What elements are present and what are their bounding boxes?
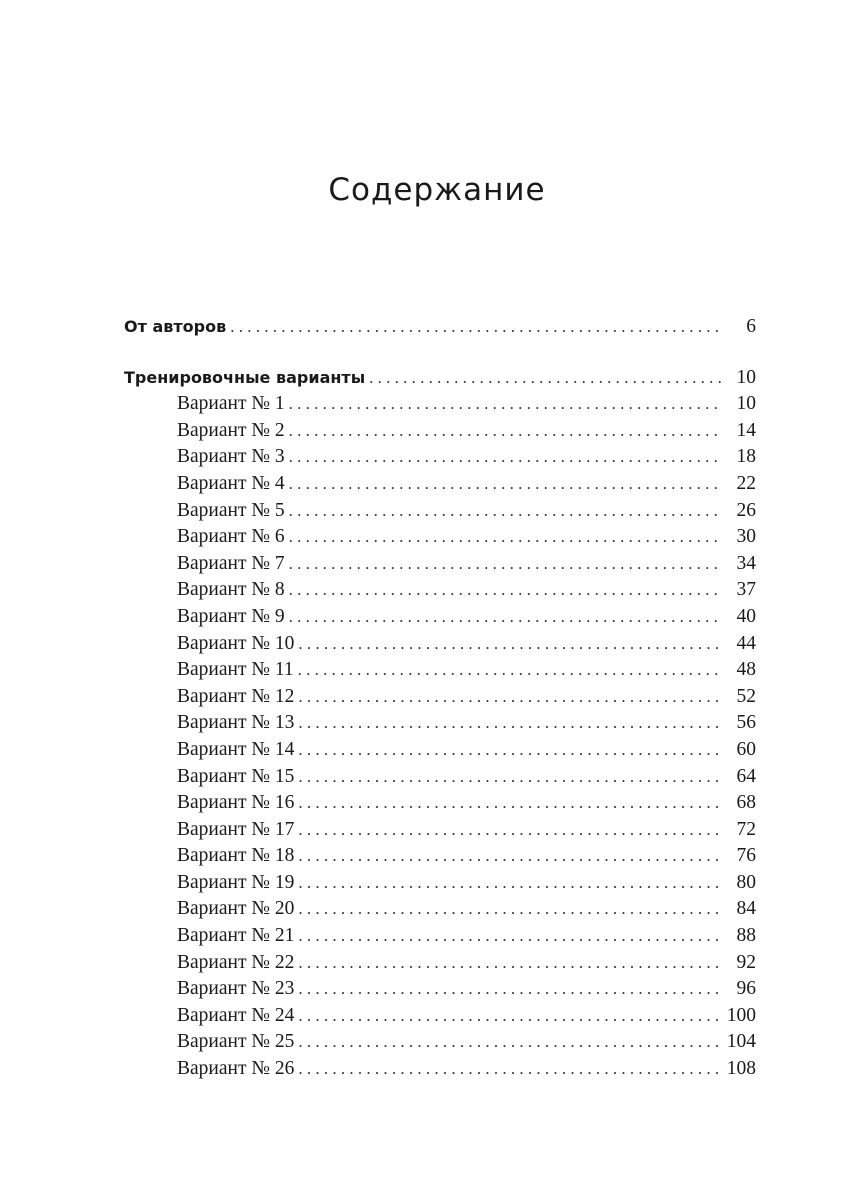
- toc-entry-variant[interactable]: [124, 551, 756, 578]
- toc-entry-label: Вариант № 25: [177, 1031, 295, 1053]
- dot-leader: [298, 657, 722, 684]
- toc-page-number: 26: [736, 499, 756, 521]
- toc-entry-label: Вариант № 7: [177, 552, 285, 574]
- dot-leader: [298, 976, 722, 1003]
- toc-page-number: 48: [736, 659, 756, 681]
- dot-leader: [298, 843, 722, 870]
- dot-leader: [289, 551, 722, 578]
- toc-entry-variant[interactable]: [124, 418, 756, 445]
- toc-page-number: 56: [736, 712, 756, 734]
- dot-leader: [298, 870, 722, 897]
- toc-page-number: 68: [736, 792, 756, 814]
- section-gap: [124, 341, 756, 365]
- toc-entry-label: Вариант № 23: [177, 978, 295, 1000]
- toc-page-number: 88: [736, 925, 756, 947]
- toc-page-number: 37: [736, 579, 756, 601]
- table-of-contents: [124, 314, 756, 1083]
- toc-page-number: 10: [736, 393, 756, 415]
- toc-page-number: 44: [736, 632, 756, 654]
- toc-page-number: 76: [736, 845, 756, 867]
- toc-page-number: 34: [736, 552, 756, 574]
- toc-page-number: 52: [736, 685, 756, 707]
- toc-entry-label: Вариант № 17: [177, 818, 295, 840]
- toc-entry-label: Вариант № 14: [177, 738, 295, 760]
- toc-entry-variant[interactable]: [124, 1029, 756, 1056]
- toc-page-number: 18: [736, 446, 756, 468]
- toc-entry-variant[interactable]: [124, 896, 756, 923]
- toc-page-number: 40: [736, 605, 756, 627]
- dot-leader: [289, 498, 722, 525]
- toc-entry-variant[interactable]: [124, 923, 756, 950]
- dot-leader: [289, 604, 722, 631]
- toc-entry-variant[interactable]: [124, 444, 756, 471]
- dot-leader: [298, 1056, 720, 1083]
- toc-entry-label: Вариант № 5: [177, 499, 285, 521]
- toc-entry-variant[interactable]: [124, 684, 756, 711]
- dot-leader: [369, 365, 722, 392]
- toc-entry-label: Вариант № 12: [177, 685, 295, 707]
- dot-leader: [298, 950, 722, 977]
- toc-entry-label: Вариант № 6: [177, 526, 285, 548]
- toc-page-number: 14: [736, 419, 756, 441]
- toc-entry-variant[interactable]: [124, 391, 756, 418]
- toc-entry-variant[interactable]: [124, 737, 756, 764]
- dot-leader: [230, 314, 722, 341]
- dot-leader: [298, 817, 722, 844]
- toc-page-number: 6: [746, 316, 756, 337]
- toc-entry-label: Вариант № 22: [177, 951, 295, 973]
- toc-entry-variant[interactable]: [124, 710, 756, 737]
- toc-page-number: 30: [736, 526, 756, 548]
- dot-leader: [298, 923, 722, 950]
- dot-leader: [289, 471, 722, 498]
- toc-entry-variant[interactable]: [124, 657, 756, 684]
- toc-entry-training[interactable]: [124, 365, 756, 392]
- toc-entry-label: Вариант № 13: [177, 712, 295, 734]
- dot-leader: [298, 631, 722, 658]
- toc-entry-variant[interactable]: [124, 870, 756, 897]
- toc-entry-variant[interactable]: [124, 817, 756, 844]
- toc-entry-variant[interactable]: [124, 1003, 756, 1030]
- toc-page-number: 60: [736, 738, 756, 760]
- dot-leader: [298, 710, 722, 737]
- toc-entry-label: Тренировочные варианты: [124, 367, 366, 387]
- toc-page-number: 92: [736, 951, 756, 973]
- dot-leader: [298, 1029, 720, 1056]
- page-title: Содержание: [328, 172, 546, 208]
- dot-leader: [298, 764, 722, 791]
- toc-page-number: 96: [736, 978, 756, 1000]
- variant-list: [124, 391, 756, 1082]
- toc-entry-label: Вариант № 24: [177, 1004, 295, 1026]
- toc-entry-label: Вариант № 19: [177, 871, 295, 893]
- toc-entry-variant[interactable]: [124, 843, 756, 870]
- toc-page-number: 84: [736, 898, 756, 920]
- toc-entry-variant[interactable]: [124, 790, 756, 817]
- toc-entry-variant[interactable]: [124, 1056, 756, 1083]
- dot-leader: [289, 391, 722, 418]
- toc-entry-label: Вариант № 15: [177, 765, 295, 787]
- toc-page-number: 108: [726, 1058, 756, 1080]
- toc-page-number: 80: [736, 871, 756, 893]
- toc-entry-label: Вариант № 21: [177, 925, 295, 947]
- toc-entry-label: Вариант № 20: [177, 898, 295, 920]
- dot-leader: [289, 577, 722, 604]
- toc-entry-label: Вариант № 10: [177, 632, 295, 654]
- toc-entry-label: Вариант № 3: [177, 446, 285, 468]
- dot-leader: [289, 418, 722, 445]
- toc-page-number: 10: [736, 366, 756, 388]
- toc-entry-label: Вариант № 11: [177, 659, 294, 681]
- dot-leader: [289, 524, 722, 551]
- toc-page-number: 22: [736, 472, 756, 494]
- toc-entry-label: Вариант № 4: [177, 472, 285, 494]
- toc-entry-label: Вариант № 9: [177, 605, 285, 627]
- toc-entry-label: Вариант № 8: [177, 579, 285, 601]
- toc-entry-variant[interactable]: [124, 764, 756, 791]
- toc-page-number: 72: [736, 818, 756, 840]
- toc-entry-variant[interactable]: [124, 604, 756, 631]
- toc-entry-variant[interactable]: [124, 498, 756, 525]
- toc-entry-variant[interactable]: [124, 950, 756, 977]
- toc-entry-label: Вариант № 2: [177, 419, 285, 441]
- toc-entry-label: Вариант № 18: [177, 845, 295, 867]
- toc-page-number: 100: [726, 1004, 756, 1026]
- toc-entry-variant[interactable]: [124, 631, 756, 658]
- dot-leader: [298, 737, 722, 764]
- dot-leader: [298, 790, 722, 817]
- toc-page-number: 104: [726, 1031, 756, 1053]
- toc-entry-variant[interactable]: [124, 577, 756, 604]
- toc-entry-label: Вариант № 26: [177, 1058, 295, 1080]
- toc-page-number: 64: [736, 765, 756, 787]
- toc-entry-label: От авторов: [124, 317, 227, 336]
- dot-leader: [298, 684, 722, 711]
- toc-entry-label: Вариант № 16: [177, 792, 295, 814]
- toc-entry-variant[interactable]: [124, 976, 756, 1003]
- dot-leader: [298, 1003, 720, 1030]
- toc-entry-variant[interactable]: [124, 524, 756, 551]
- dot-leader: [289, 444, 722, 471]
- dot-leader: [298, 896, 722, 923]
- toc-entry-label: Вариант № 1: [177, 393, 285, 415]
- toc-entry-preface[interactable]: [124, 314, 756, 341]
- toc-entry-variant[interactable]: [124, 471, 756, 498]
